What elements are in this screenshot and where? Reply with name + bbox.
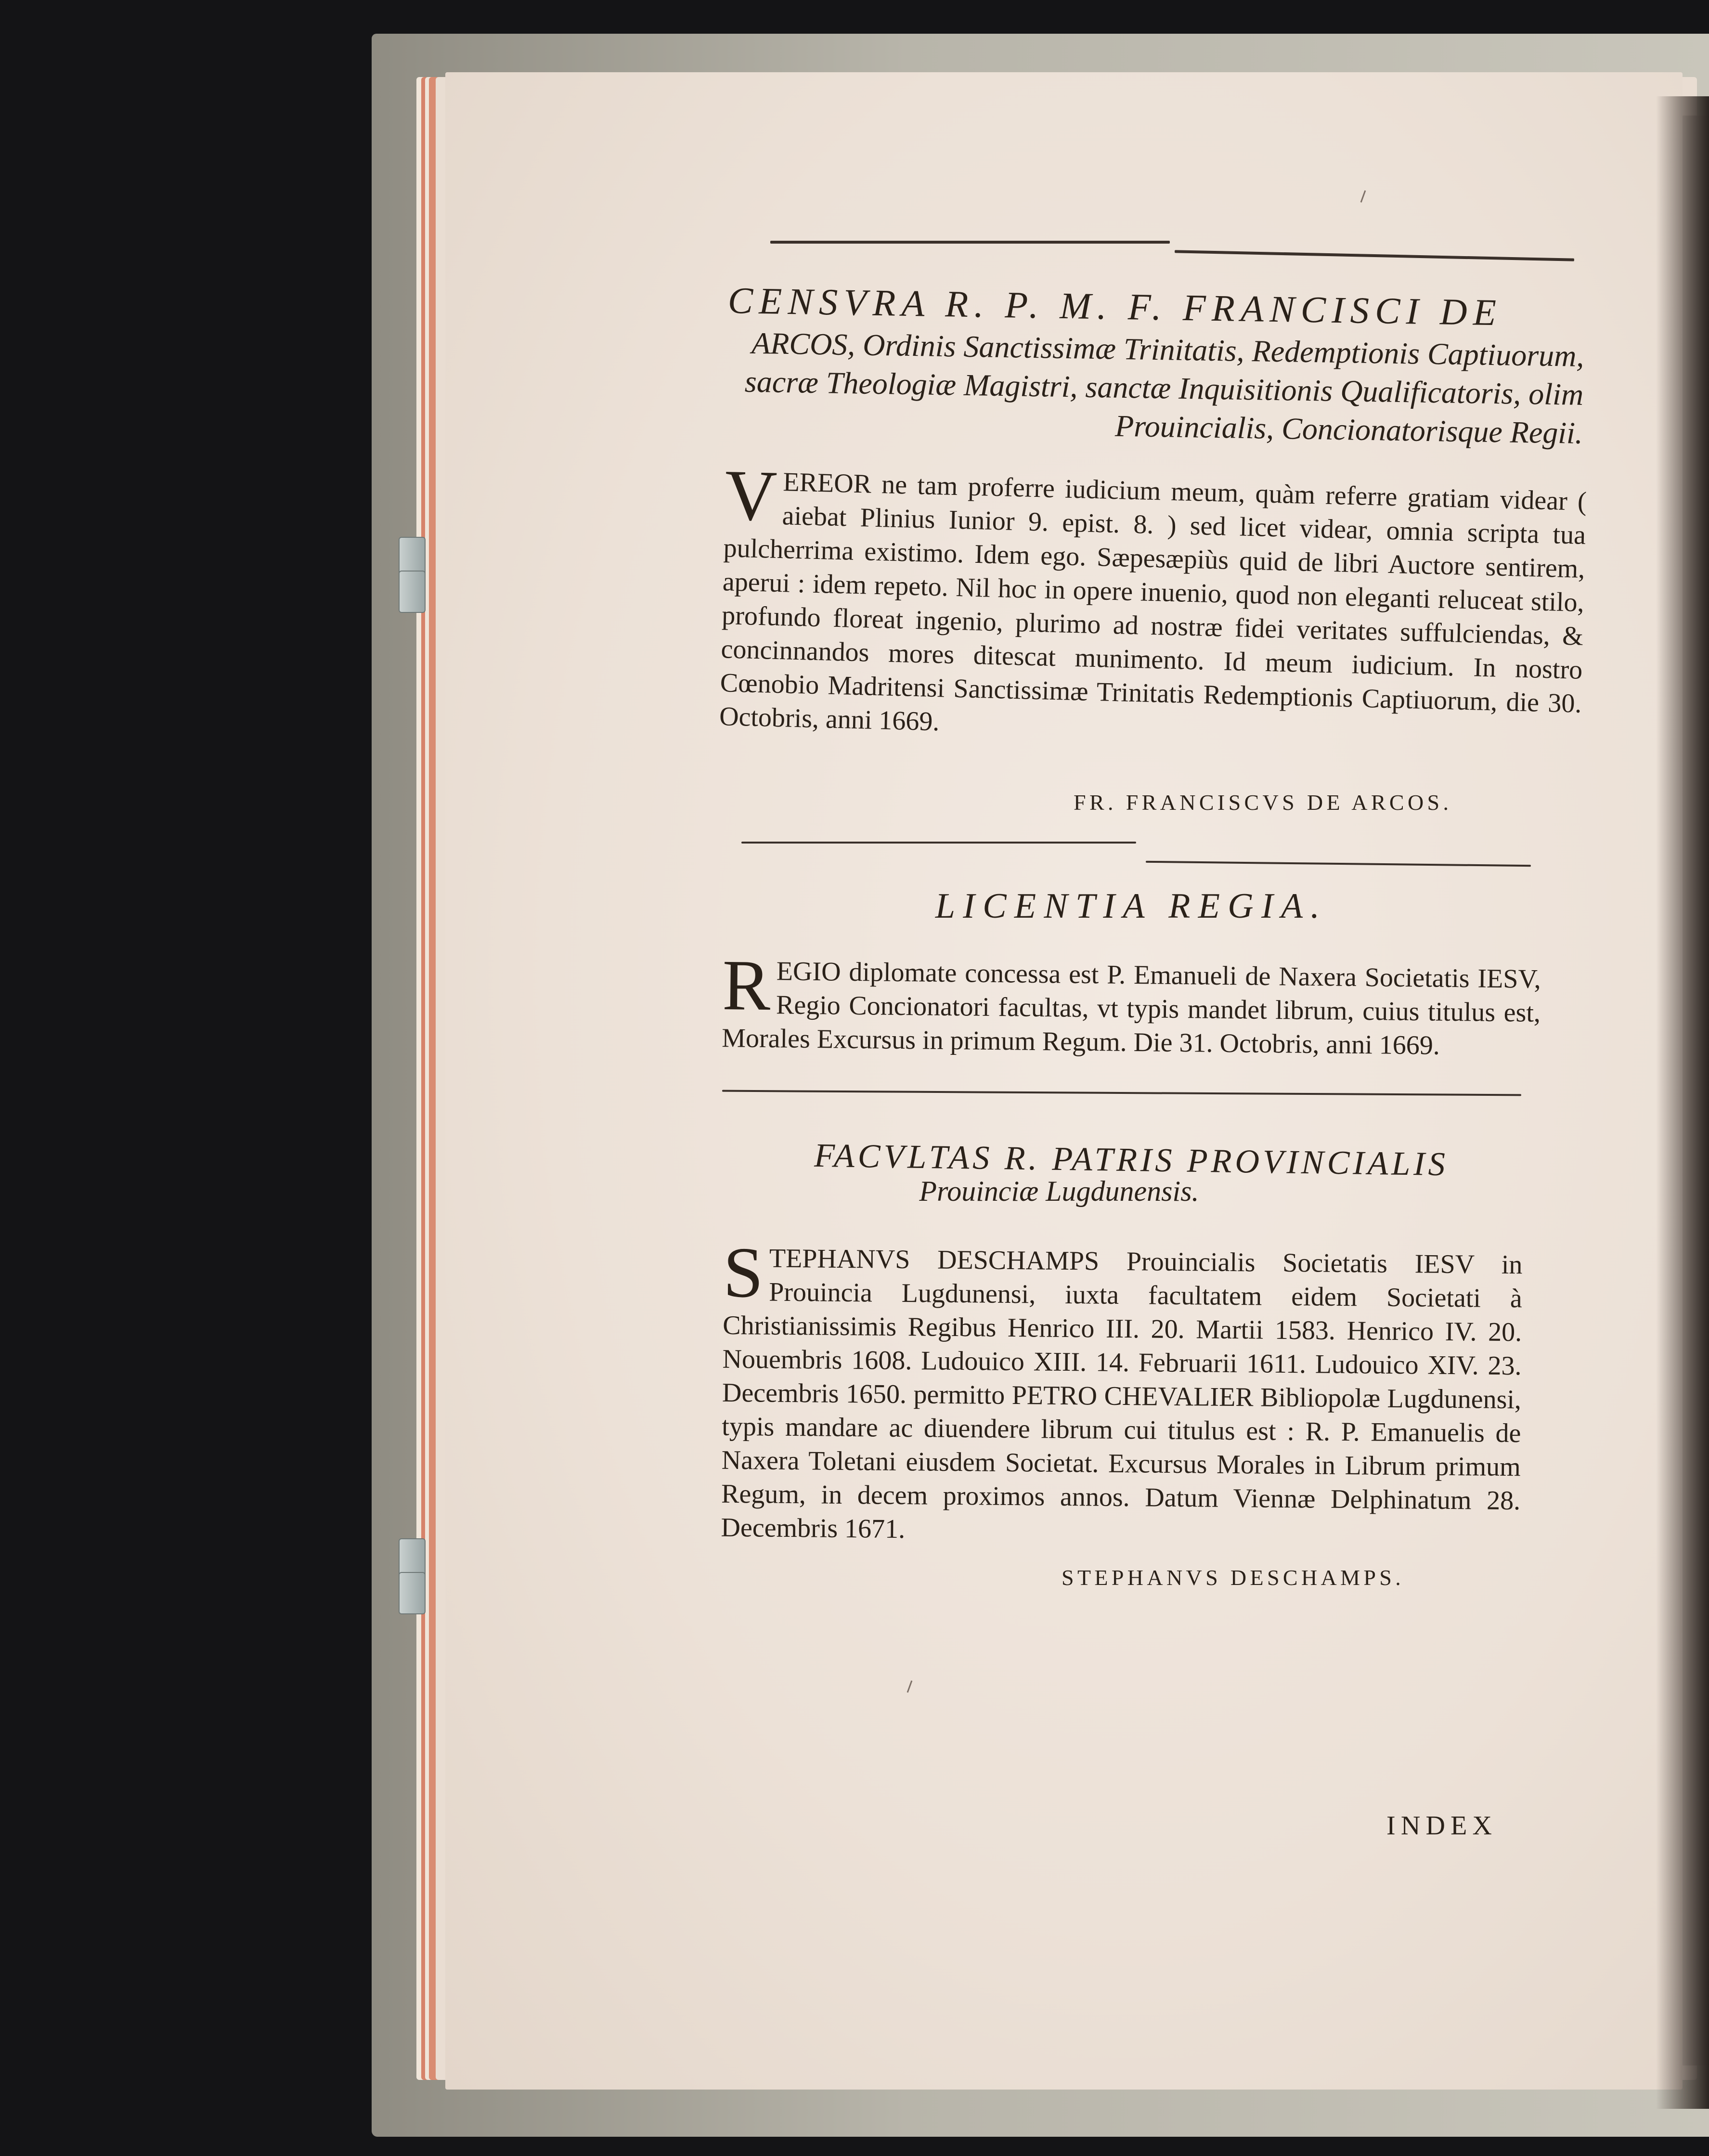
censura-body [719, 455, 1587, 754]
censura-drop-cap: V [724, 455, 778, 536]
facultas-signature: STEPHANVS DESCHAMPS. [1062, 1565, 1405, 1590]
top-rule-left [770, 241, 1170, 244]
censura-title-line1: CENSVRA R. P. M. F. FRANCISCI DE [727, 279, 1502, 334]
licentia-title: LICENTIA REGIA. [935, 886, 1328, 926]
catchword: INDEX [1386, 1811, 1498, 1841]
censura-title-rest: ARCOS, Ordinis Sanctissimæ Trinitatis, Redemptionis Captiuorum, sacræ Theologiæ Magistri, sanctæ Inquisitionis Qualificatoris, olim Prouincialis, Concionatorisque Regii. [744, 325, 1584, 450]
facultas-subtitle: Prouinciæ Lugdunensis. [919, 1175, 1199, 1207]
facultas-text: TEPHANVS DESCHAMPS Prouincialis Societatis IESV in Prouincia Lugdunensi, iuxta facultatem eidem Societati à Christianissimis Regibus Henrico III. 20. Martii 1583. Henrico IV. 20. Nouembris 1608. Ludouico XIII. 14. Februarii 1611. Ludouico XIV. 23. Decembris 1650. permitto PETRO CHEVALIER Bibliopolæ Lugdunensi, typis mandare ac diuendere librum cui titulus est : R. P. Emanuelis de Naxera Toletani eiusdem Societat. Excursus Morales in Librum primum Regum, in decem proximos annos. Datum Viennæ Delphinatum 28. Decembris 1671. [721, 1243, 1523, 1545]
facultas-title: FACVLTAS R. PATRIS PROVINCIALIS [814, 1137, 1449, 1183]
facultas-body [721, 1232, 1523, 1551]
licentia-text: EGIO diplomate concessa est P. Emanueli de Naxera Societatis IESV, Regio Concionatori facultas, vt typis mandet librum, cuius titulus est, Morales Excursus in primum Regum. Die 31. Octobris, anni 1669. [721, 956, 1541, 1061]
licentia-rule-left [741, 842, 1136, 844]
censura-title [725, 277, 1585, 453]
clasp-top-2 [399, 571, 426, 613]
clasp-bottom-2 [399, 1572, 426, 1614]
gutter-shadow [1656, 96, 1709, 2109]
censura-text: EREOR ne tam proferre iudicium meum, quàm referre gratiam videar ( aiebat Plinius Iunior 9. epist. 8. ) sed licet videar, omnia scripta tua pulcherrima existimo. Idem ego. Sæpesæpiùs quid de libri Auctore sentirem, aperui : idem repeto. Nil hoc in opere inuenio, quod non eleganti reluceat stilo, profundo floreat ingenio, plurimo ad nostræ fidei veritates suffulciendas, & concinnandos mores ditescat munimento. Id meum iudicium. In nostro Cœnobio Madritensi Sanctissimæ Trinitatis Redemptionis Captiuorum, die 30. Octobris, anni 1669. [719, 467, 1587, 737]
licentia-drop-cap: R [722, 945, 771, 1026]
licentia-body [721, 945, 1541, 1064]
facultas-drop-cap: S [723, 1232, 764, 1313]
censura-signature: FR. FRANCISCVS DE ARCOS. [1074, 790, 1452, 815]
